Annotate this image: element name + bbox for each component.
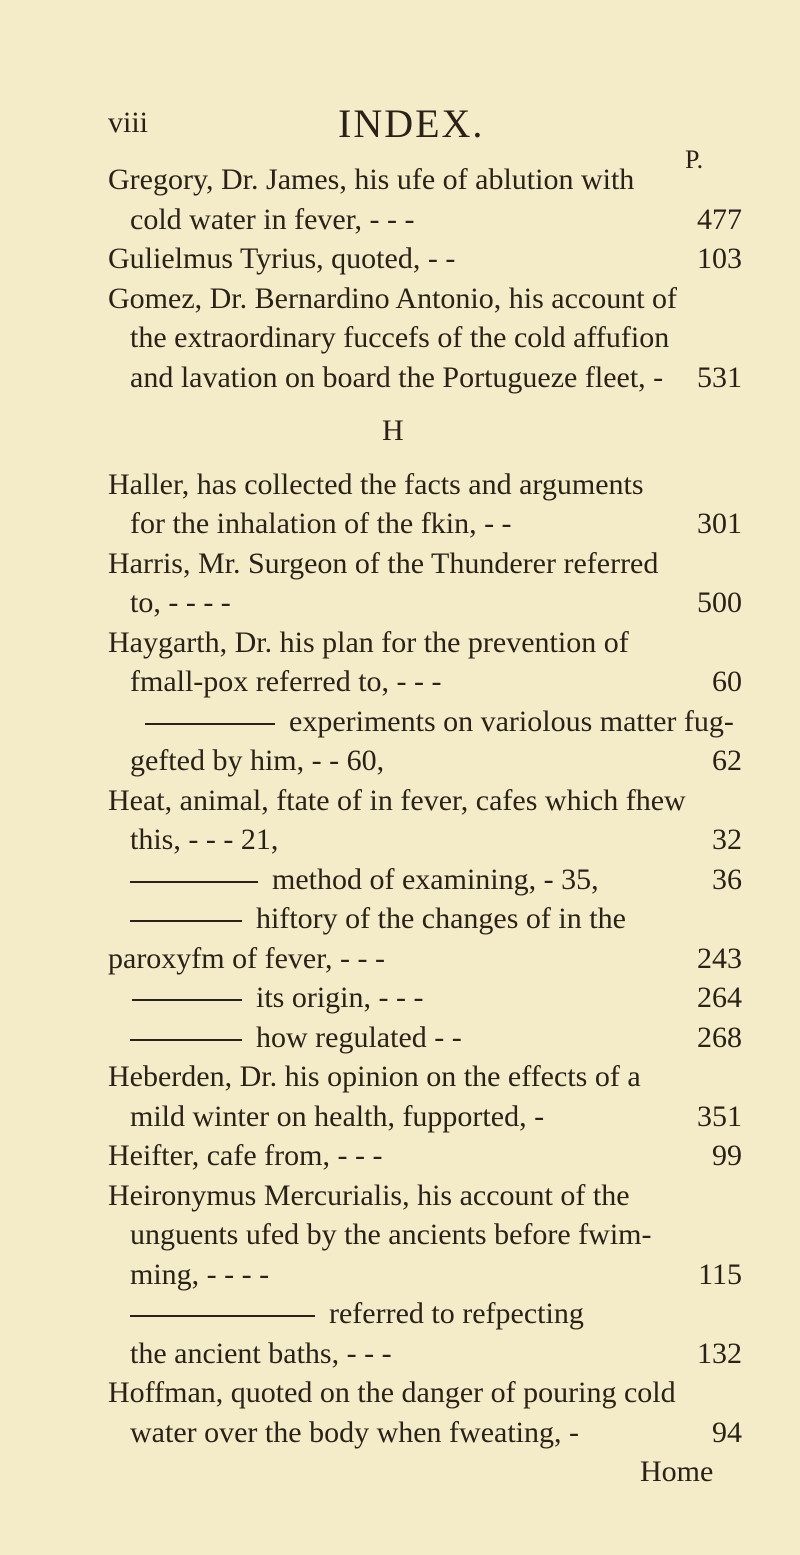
entry-text: ming, - - - - [130, 1257, 270, 1291]
entry-text: Heat, animal, ftate of in fever, cafes which fhew [108, 783, 686, 817]
entry-page: 99 [712, 1139, 742, 1172]
entry-text: Heironymus Mercurialis, his account of the [108, 1178, 630, 1212]
entry-text: Hoffman, quoted on the danger of pouring cold [108, 1376, 676, 1409]
index-line [0, 1334, 800, 1374]
entry-text: cold water in fever, - - - [130, 202, 415, 236]
entry-subtext: how regulated - - [256, 1020, 462, 1054]
index-line [0, 1413, 800, 1453]
entry-text: Heifter, cafe from, - - - [108, 1139, 383, 1172]
entry-page: 60 [712, 665, 742, 698]
entry-page: 243 [697, 941, 742, 975]
entry-subtext: referred to refpecting [329, 1297, 584, 1330]
entry-page: 531 [697, 360, 742, 394]
entry-page: 301 [697, 507, 742, 540]
index-line [0, 465, 800, 505]
ditto-rule [130, 920, 242, 922]
entry-text: the ancient baths, - - - [130, 1336, 392, 1370]
entry-text: Gomez, Dr. Bernardino Antonio, his account of [108, 281, 678, 315]
entry-page: 36 [712, 862, 742, 896]
entry-text: Haygarth, Dr. his plan for the prevention of [108, 625, 629, 659]
entry-text: water over the body when fweating, - [130, 1415, 580, 1449]
index-line [0, 1136, 800, 1176]
page-title: INDEX. [338, 101, 485, 146]
index-line [0, 1373, 800, 1413]
catchword: Home [640, 1455, 714, 1488]
index-line [0, 1215, 800, 1255]
entry-text [145, 702, 734, 742]
ditto-rule [130, 1315, 315, 1317]
entry-page: 477 [697, 202, 742, 236]
ditto-rule [132, 999, 242, 1001]
index-line [0, 504, 800, 544]
entry-page: 351 [697, 1099, 742, 1133]
entry-text: the extraordinary fuccefs of the cold affufion [130, 321, 670, 354]
section-letter: H [382, 414, 404, 447]
entry-page: 500 [697, 586, 742, 619]
index-line [0, 1057, 800, 1097]
index-line [0, 1097, 800, 1137]
ditto-rule [130, 1039, 242, 1041]
entry-page: 103 [697, 242, 742, 275]
entry-text: to, - - - - [130, 586, 231, 619]
index-line [0, 200, 800, 240]
entry-subtext: its origin, - - - [256, 981, 424, 1014]
entry-text: mild winter on health, fupported, - [130, 1099, 545, 1133]
catchword-line [0, 1452, 800, 1492]
entry-subtext: hiftory of the changes of in the [256, 902, 626, 935]
entry-text: Haller, has collected the facts and arguments [108, 467, 644, 501]
index-line [0, 741, 800, 781]
entry-text: Gregory, Dr. James, his ufe of ablution with [108, 163, 635, 196]
entry-page: 132 [697, 1336, 742, 1370]
entry-text: gefted by him, - - 60, [130, 744, 385, 777]
index-line [0, 358, 800, 398]
entry-text [130, 1018, 462, 1058]
entry-text [130, 1294, 584, 1334]
entry-page: 268 [697, 1020, 742, 1054]
entry-subtext: method of examining, - 35, [272, 862, 599, 896]
entry-page: 115 [698, 1257, 742, 1291]
index-line [0, 820, 800, 860]
index-line [0, 899, 800, 939]
entry-page: 94 [712, 1415, 742, 1449]
section-heading [0, 411, 800, 451]
entry-page: 264 [697, 981, 742, 1014]
entry-text: Gulielmus Tyrius, quoted, - - [108, 242, 456, 275]
entry-text: paroxyfm of fever, - - - [108, 941, 386, 975]
entry-page: 32 [712, 823, 742, 856]
index-line [0, 1176, 800, 1216]
folio-number: viii [108, 106, 149, 139]
entry-text: Harris, Mr. Surgeon of the Thunderer referred [108, 546, 659, 580]
index-line [0, 583, 800, 623]
index-line [0, 1018, 800, 1058]
index-line [0, 623, 800, 663]
ditto-rule [130, 881, 258, 883]
index-line [0, 279, 800, 319]
index-line [0, 160, 800, 200]
entry-text [130, 899, 626, 939]
entry-text: unguents ufed by the ancients before fwim- [130, 1218, 652, 1251]
entry-text: fmall-pox referred to, - - - [130, 665, 442, 698]
page-header [108, 100, 758, 150]
index-line [0, 781, 800, 821]
index-line [0, 939, 800, 979]
index-line [0, 702, 800, 742]
index-line [0, 544, 800, 584]
entry-page: 62 [712, 744, 742, 777]
entry-subtext: experiments on variolous matter fug- [289, 704, 734, 738]
index-line [0, 860, 800, 900]
entry-text [132, 978, 423, 1018]
entry-text: this, - - - 21, [130, 823, 279, 856]
entry-text: Heberden, Dr. his opinion on the effects of a [108, 1060, 641, 1093]
ditto-rule [145, 723, 275, 725]
entry-text: for the inhalation of the fkin, - - [130, 507, 512, 540]
index-line [0, 662, 800, 702]
index-line [0, 1255, 800, 1295]
index-line [0, 1294, 800, 1334]
entry-text [130, 860, 599, 900]
page-column-marker: P. [685, 145, 704, 174]
index-line [0, 318, 800, 358]
index-line [0, 978, 800, 1018]
index-line [0, 239, 800, 279]
entry-text: and lavation on board the Portugueze fleet, - [130, 360, 664, 394]
